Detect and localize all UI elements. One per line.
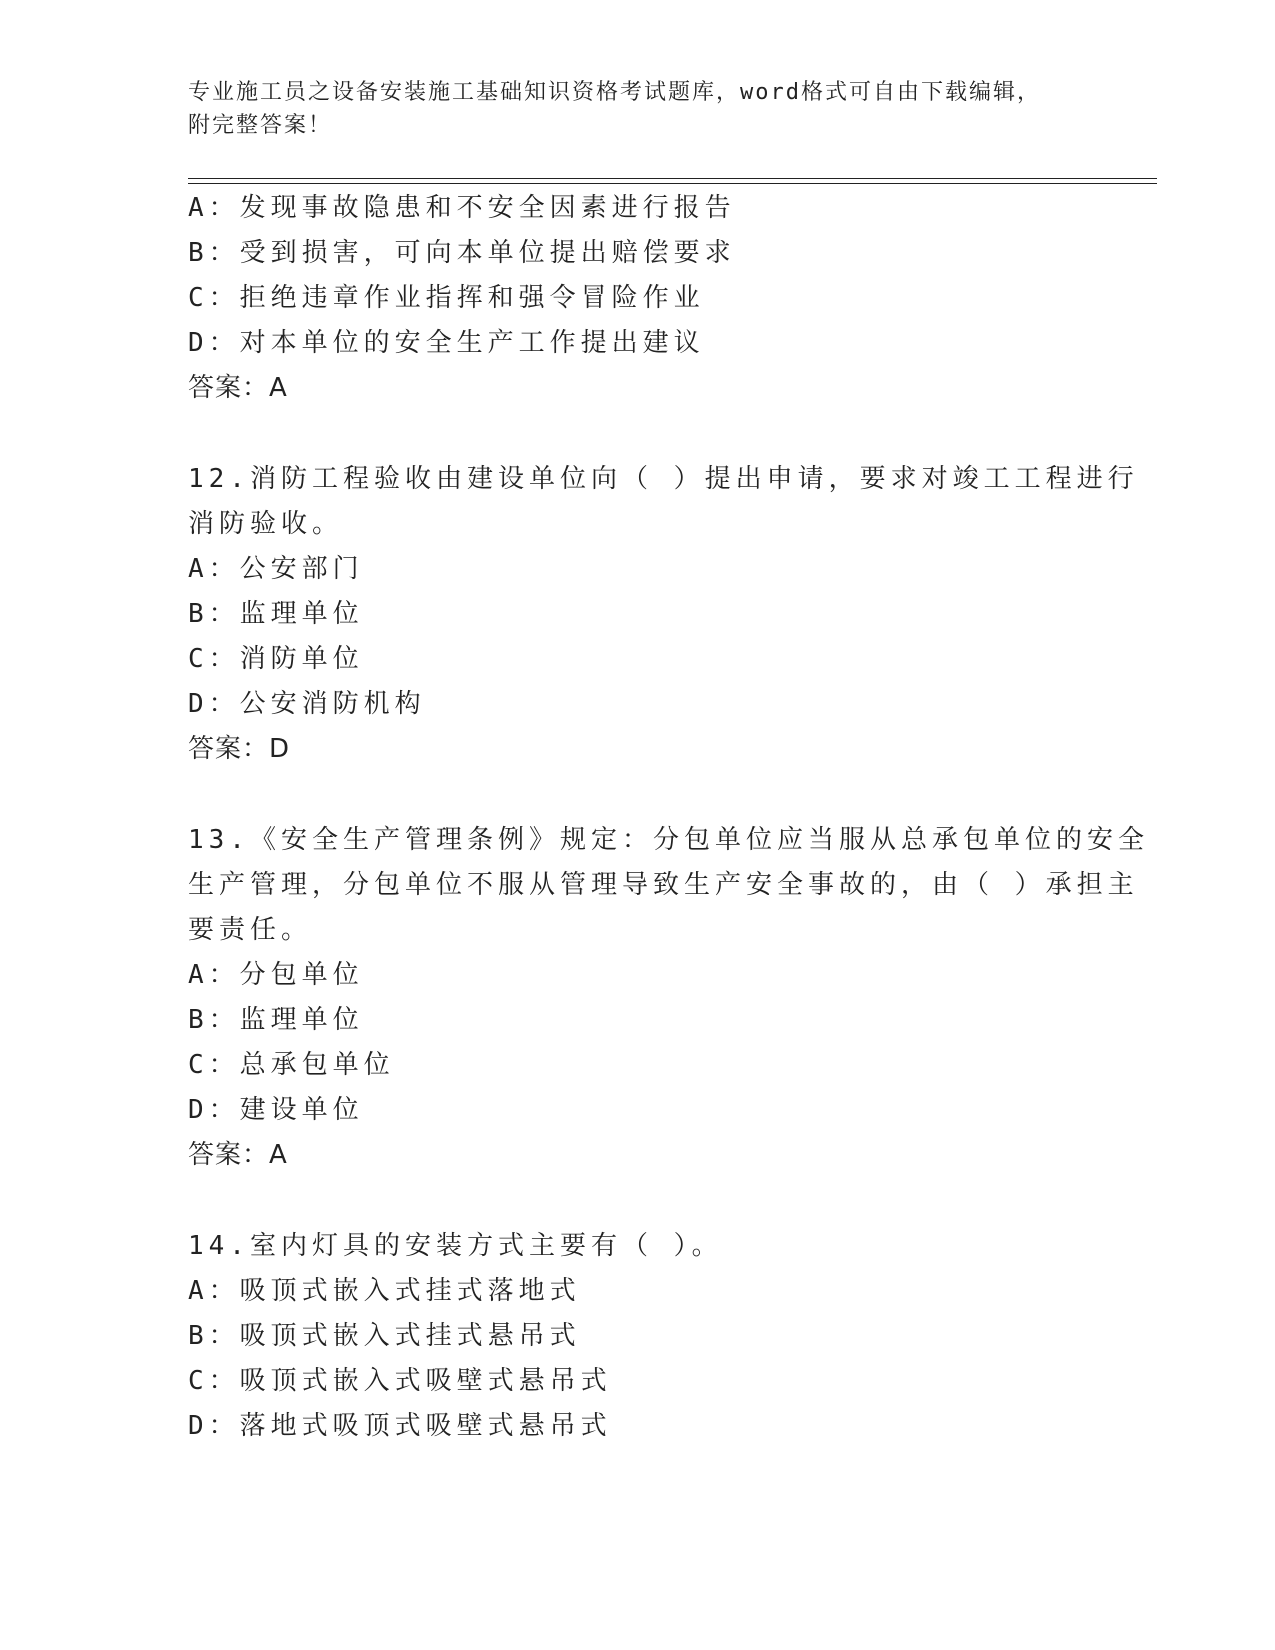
document-header bbox=[188, 76, 1068, 142]
q11-option-d: D：对本单位的安全生产工作提出建议 bbox=[188, 328, 705, 358]
q13-option-a: A：分包单位 bbox=[188, 960, 364, 990]
q13-answer: 答案：A bbox=[188, 1140, 288, 1170]
q14-option-d: D：落地式吸顶式吸壁式悬吊式 bbox=[188, 1411, 612, 1441]
q12-option-c: C：消防单位 bbox=[188, 644, 364, 674]
q11-answer: 答案：A bbox=[188, 373, 288, 403]
q14-option-a: A：吸顶式嵌入式挂式落地式 bbox=[188, 1276, 581, 1306]
q13-stem-line-3: 要责任。 bbox=[188, 915, 313, 945]
q13-stem-line-1: 13.《安全生产管理条例》规定：分包单位应当服从总承包单位的安全 bbox=[188, 825, 1149, 855]
q12-option-b: B：监理单位 bbox=[188, 599, 364, 629]
q14-stem-line-1: 14.室内灯具的安装方式主要有（ ）。 bbox=[188, 1231, 723, 1261]
header-divider-bottom bbox=[188, 183, 1157, 184]
q12-stem-line-2: 消防验收。 bbox=[188, 509, 344, 539]
q13-stem-line-2: 生产管理，分包单位不服从管理导致生产安全事故的，由（ ）承担主 bbox=[188, 870, 1139, 900]
q13-option-d: D：建设单位 bbox=[188, 1095, 364, 1125]
q12-option-a: A：公安部门 bbox=[188, 554, 364, 584]
q11-option-a: A：发现事故隐患和不安全因素进行报告 bbox=[188, 193, 736, 223]
q11-option-b: B：受到损害，可向本单位提出赔偿要求 bbox=[188, 238, 736, 268]
q13-option-b: B：监理单位 bbox=[188, 1005, 364, 1035]
q13-option-c: C：总承包单位 bbox=[188, 1050, 395, 1080]
q14-option-c: C：吸顶式嵌入式吸壁式悬吊式 bbox=[188, 1366, 612, 1396]
q12-answer: 答案：D bbox=[188, 734, 291, 764]
header-line-2: 附完整答案！ bbox=[188, 113, 333, 138]
q12-option-d: D：公安消防机构 bbox=[188, 689, 426, 719]
q11-option-c: C：拒绝违章作业指挥和强令冒险作业 bbox=[188, 283, 705, 313]
header-line-1: 专业施工员之设备安装施工基础知识资格考试题库，word格式可自由下载编辑， bbox=[188, 80, 1041, 105]
header-divider-top bbox=[188, 178, 1157, 179]
q12-stem-line-1: 12.消防工程验收由建设单位向（ ）提出申请，要求对竣工工程进行 bbox=[188, 464, 1139, 494]
q14-option-b: B：吸顶式嵌入式挂式悬吊式 bbox=[188, 1321, 581, 1351]
